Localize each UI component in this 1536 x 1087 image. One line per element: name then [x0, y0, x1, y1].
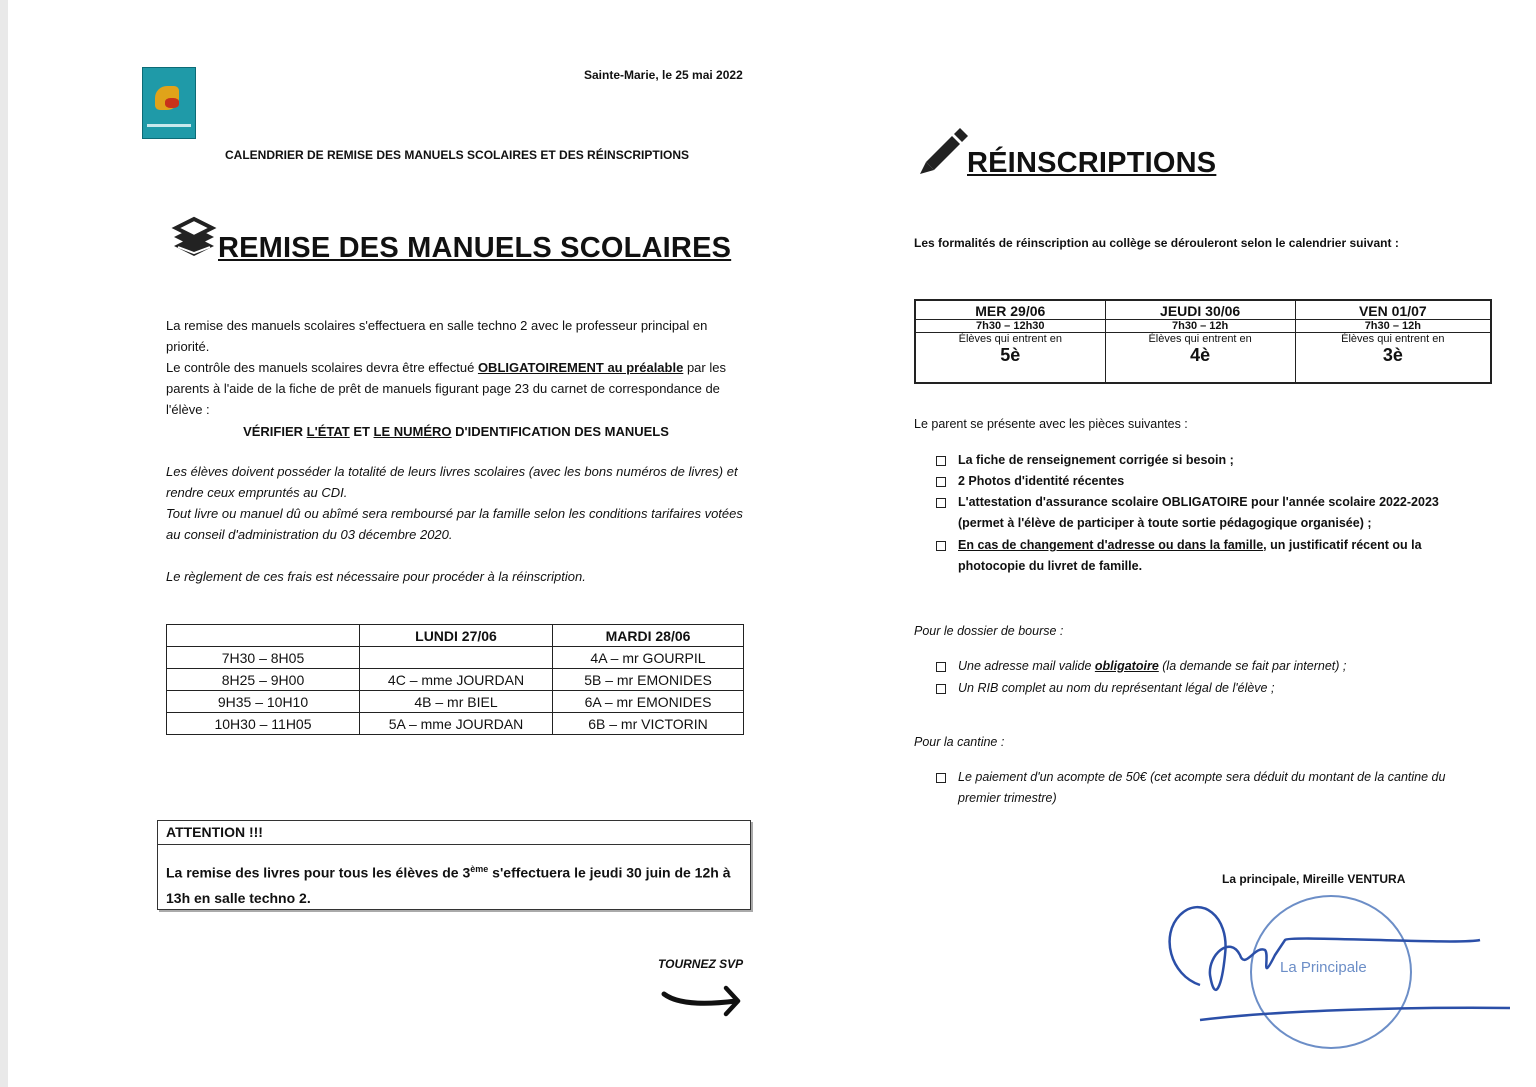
- table-cell: 5A – mme JOURDAN: [360, 713, 553, 735]
- table-row: [915, 300, 1491, 383]
- arrow-right-icon: [660, 982, 744, 1023]
- table-cell: 5B – mr EMONIDES: [553, 669, 744, 691]
- verify-instruction: VÉRIFIER L'ÉTAT ET LE NUMÉRO D'IDENTIFICATION DES MANUELS: [243, 424, 669, 439]
- turn-page-note: TOURNEZ SVP: [658, 957, 744, 971]
- checkbox-icon: [936, 662, 946, 672]
- pieces-intro: Le parent se présente avec les pièces suivantes :: [914, 417, 1188, 431]
- table-cell: 10H30 – 11H05: [167, 713, 360, 735]
- checkbox-icon: [936, 773, 946, 783]
- checkbox-icon: [936, 456, 946, 466]
- table-cell: 4C – mme JOURDAN: [360, 669, 553, 691]
- rule-reimbursement: Tout livre ou manuel dû ou abîmé sera remboursé par la famille selon les conditions tarifaires votées au conseil d'administration du 03 décembre 2020.: [166, 506, 743, 542]
- pencil-icon: [916, 124, 968, 181]
- day-description: Élèves qui entrent en: [916, 332, 1105, 345]
- table-cell: [360, 647, 553, 669]
- manuels-section-title: REMISE DES MANUELS SCOLAIRES: [218, 232, 732, 264]
- table-row: [167, 713, 744, 735]
- attention-box: [157, 820, 751, 910]
- day-column: [1295, 300, 1491, 383]
- handwritten-signature: [1160, 895, 1520, 1035]
- day-hours: 7h30 – 12h30: [916, 319, 1105, 332]
- day-label: VEN 01/07: [1358, 303, 1427, 319]
- table-row: [167, 691, 744, 713]
- manuels-schedule-table: [166, 624, 744, 735]
- reinscription-schedule-table: [914, 299, 1492, 384]
- day-level: 4è: [1190, 345, 1211, 365]
- rule-payment: Le règlement de ces frais est nécessaire pour procéder à la réinscription.: [166, 569, 586, 584]
- day-hours: 7h30 – 12h: [1296, 319, 1490, 332]
- attention-message: La remise des livres pour tous les élèves de 3ème s'effectuera le jeudi 30 juin de 12h à 13h en salle techno 2.: [166, 864, 731, 906]
- list-item: L'attestation d'assurance scolaire OBLIGATOIRE pour l'année scolaire 2022-2023 (permet à l'élève de participer à toute sortie pédagogique organisée) ;: [936, 492, 1476, 534]
- list-item: En cas de changement d'adresse ou dans la famille, un justificatif récent ou la photocopie du livret de famille.: [936, 535, 1476, 577]
- day-column: [915, 300, 1105, 383]
- day-label: MER 29/06: [975, 303, 1046, 319]
- stamp-text: La Principale: [1280, 959, 1367, 976]
- cantine-title: Pour la cantine :: [914, 735, 1005, 749]
- table-cell: 6B – mr VICTORIN: [553, 713, 744, 735]
- table-row: [167, 669, 744, 691]
- date-line: Sainte-Marie, le 25 mai 2022: [584, 68, 743, 82]
- list-item: Une adresse mail valide obligatoire (la demande se fait par internet) ;: [936, 656, 1346, 677]
- reinscriptions-section-title: RÉINSCRIPTIONS: [967, 147, 1217, 179]
- document-title: CALENDRIER DE REMISE DES MANUELS SCOLAIRES ET DES RÉINSCRIPTIONS: [225, 148, 690, 162]
- list-item: La fiche de renseignement corrigée si besoin ;: [936, 450, 1234, 471]
- table-cell: 9H35 – 10H10: [167, 691, 360, 713]
- day-description: Élèves qui entrent en: [1106, 332, 1295, 345]
- manuels-paragraph-2: Le contrôle des manuels scolaires devra être effectué OBLIGATOIREMENT au préalable par les parents à l'aide de la fiche de prêt de manuels figurant page 23 du carnet de correspondance de l'élève :: [166, 360, 726, 417]
- table-header-row: [167, 625, 744, 647]
- table-row: [167, 647, 744, 669]
- table-header-cell: MARDI 28/06: [553, 625, 744, 647]
- bourse-title: Pour le dossier de bourse :: [914, 624, 1064, 638]
- manuels-rules-block: [166, 461, 746, 587]
- books-icon: [170, 216, 218, 263]
- table-cell: 4B – mr BIEL: [360, 691, 553, 713]
- checkbox-icon: [936, 498, 946, 508]
- checkbox-icon: [936, 684, 946, 694]
- signature-label: La principale, Mireille VENTURA: [1222, 872, 1406, 886]
- day-label: JEUDI 30/06: [1160, 303, 1241, 319]
- table-header-cell: [167, 625, 360, 647]
- day-hours: 7h30 – 12h: [1106, 319, 1295, 332]
- table-cell: 8H25 – 9H00: [167, 669, 360, 691]
- manuels-paragraph-1: La remise des manuels scolaires s'effectuera en salle techno 2 avec le professeur principal en priorité.: [166, 318, 708, 354]
- college-logo: [142, 67, 196, 139]
- list-item: Le paiement d'un acompte de 50€ (cet acompte sera déduit du montant de la cantine du premier trimestre): [936, 767, 1481, 809]
- manuels-text-block: [166, 315, 746, 442]
- table-header-cell: LUNDI 27/06: [360, 625, 553, 647]
- checkbox-icon: [936, 477, 946, 487]
- table-cell: 6A – mr EMONIDES: [553, 691, 744, 713]
- reinscription-intro: Les formalités de réinscription au collège se dérouleront selon le calendrier suivant :: [914, 236, 1399, 250]
- day-column: [1105, 300, 1295, 383]
- list-item: 2 Photos d'identité récentes: [936, 471, 1124, 492]
- day-level: 5è: [1000, 345, 1021, 365]
- day-level: 3è: [1382, 345, 1403, 365]
- rule-possess-books: Les élèves doivent posséder la totalité de leurs livres scolaires (avec les bons numéros de livres) et rendre ceux empruntés au CDI.: [166, 464, 738, 500]
- table-cell: 7H30 – 8H05: [167, 647, 360, 669]
- checkbox-icon: [936, 541, 946, 551]
- table-cell: 4A – mr GOURPIL: [553, 647, 744, 669]
- day-description: Élèves qui entrent en: [1296, 332, 1490, 345]
- attention-heading: ATTENTION !!!: [158, 821, 750, 845]
- page-edge-shadow: [0, 0, 8, 1087]
- list-item: Un RIB complet au nom du représentant légal de l'élève ;: [936, 678, 1274, 699]
